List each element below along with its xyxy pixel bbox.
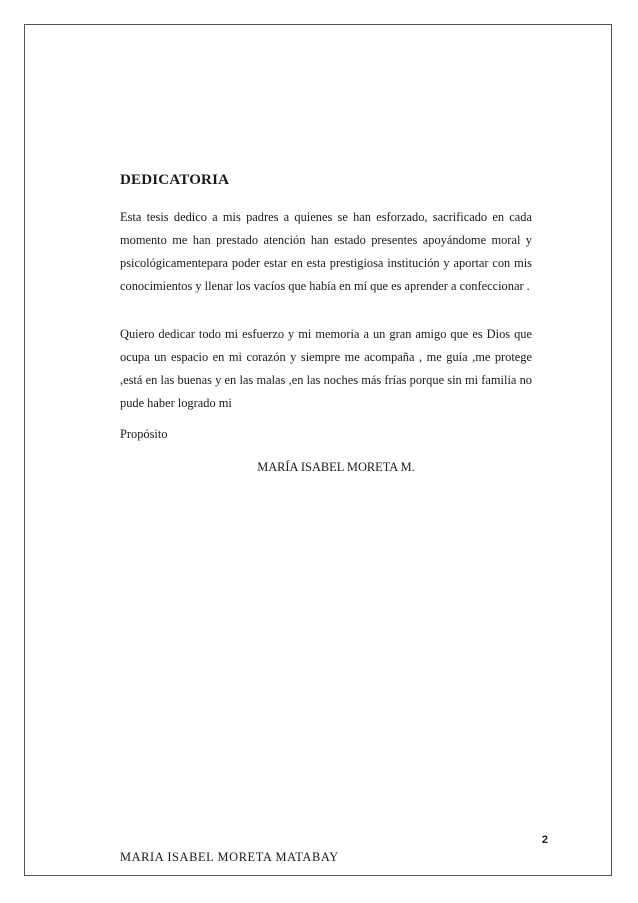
footer-author-name: MARIA ISABEL MORETA MATABAY bbox=[120, 850, 339, 864]
dedication-paragraph-2: Quiero dedicar todo mi esfuerzo y mi memoria a un gran amigo que es Dios que ocupa un espacio en mi corazón y siempre me acompaña , me guía ,me protege ,está en las buenas y en las malas ,en las noches más frías porque sin mi familia no pude haber logrado mi bbox=[120, 327, 532, 410]
signature-name: MARÍA ISABEL MORETA M. bbox=[257, 460, 415, 474]
dedication-paragraph-1: Esta tesis dedico a mis padres a quienes se han esforzado, sacrificado en cada momento me han prestado atención han estado presentes apoyándome moral y psicológicamentepara poder estar en esta prestigiosa institución y aportar con mis conocimientos y llenar los vacíos que había en mí que es aprender a confeccionar . bbox=[120, 210, 532, 293]
page-border bbox=[24, 24, 612, 876]
page-number: 2 bbox=[541, 834, 548, 846]
dedication-paragraph-3: Propósito bbox=[120, 427, 168, 441]
document-title: DEDICATORIA bbox=[120, 172, 230, 188]
